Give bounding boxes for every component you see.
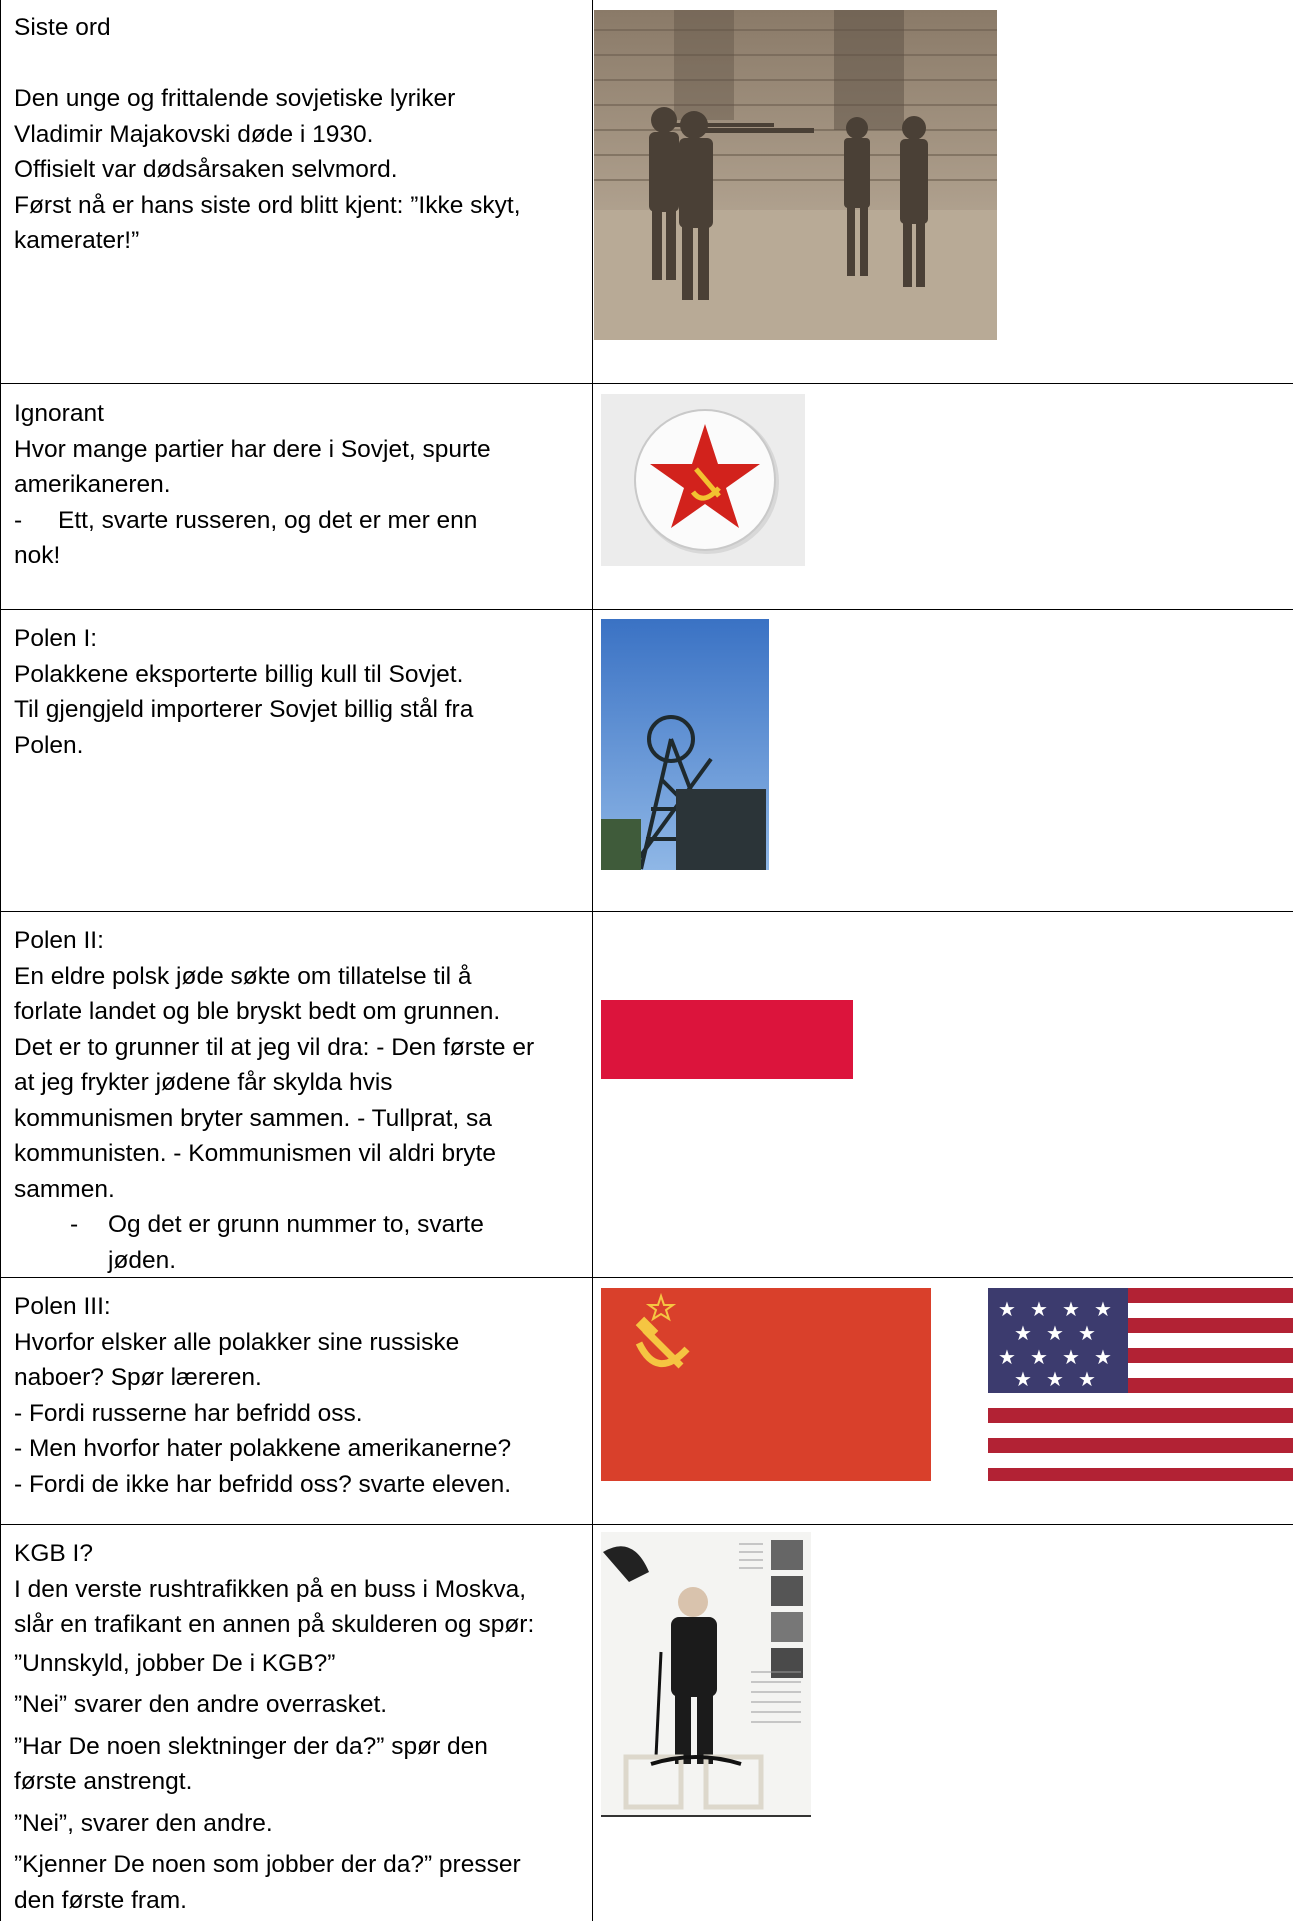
joke-line: ”Nei” svarer den andre overrasket. [14, 1691, 388, 1718]
svg-text:★: ★ [1030, 1345, 1048, 1369]
joke-line: ”Nei”, svarer den andre. [14, 1809, 273, 1837]
joke-line: - Men hvorfor hater polakkene amerikanerne? [14, 1435, 512, 1462]
joke-line: amerikaneren. [14, 471, 171, 498]
joke-title: Ignorant [14, 400, 104, 427]
svg-text:★: ★ [1078, 1321, 1096, 1345]
dash-bullet: - [14, 506, 23, 534]
joke-title: KGB I? [14, 1540, 93, 1567]
joke-line [14, 46, 584, 82]
joke-line: kommunismen bryter sammen. - Tullprat, sa [14, 1104, 492, 1132]
svg-text:★: ★ [1062, 1345, 1080, 1369]
row-divider [0, 1524, 1293, 1525]
svg-text:★: ★ [1094, 1297, 1112, 1321]
joke-line: Den unge og frittalende sovjetiske lyriker [14, 85, 456, 112]
joke-kgb-1 [14, 1536, 584, 1918]
joke-line: kamerater!” [14, 227, 140, 254]
joke-line: Hvor mange partier har dere i Sovjet, spurte [14, 435, 491, 463]
table-left-border [0, 0, 1, 1921]
joke-line: Polen. [14, 731, 84, 759]
list-item [14, 1207, 584, 1243]
joke-polen-1 [14, 621, 584, 763]
joke-line: - Fordi russerne har befridd oss. [14, 1399, 363, 1427]
joke-line: ”Har De noen slektninger der da?” spør den [14, 1732, 488, 1760]
svg-text:★: ★ [1014, 1367, 1032, 1391]
joke-line: første anstrengt. [14, 1768, 193, 1795]
joke-line: Polakkene eksporterte billig kull til Sovjet. [14, 660, 464, 688]
joke-line: I den verste rushtrafikken på en buss i Moskva, [14, 1575, 527, 1603]
joke-line: Det er to grunner til at jeg vil dra: - Den første er [14, 1033, 535, 1061]
svg-text:★: ★ [1062, 1297, 1080, 1321]
joke-line: Ett, svarte russeren, og det er mer enn [58, 506, 478, 534]
joke-line: Til gjengjeld importerer Sovjet billig stål fra [14, 696, 474, 723]
joke-line: ”Unnskyld, jobber De i KGB?” [14, 1649, 336, 1677]
table-column-divider [592, 0, 593, 1921]
joke-line: jøden. [108, 1246, 177, 1274]
joke-polen-2 [14, 923, 584, 1278]
joke-line: Først nå er hans siste ord blitt kjent: ”Ikke skyt, [14, 191, 521, 219]
row-divider [0, 609, 1293, 610]
joke-line: nok! [14, 542, 61, 569]
svg-text:★: ★ [1094, 1345, 1112, 1369]
joke-line: slår en trafikant en annen på skulderen og spør: [14, 1611, 535, 1638]
joke-answer-list [14, 1207, 584, 1278]
joke-line: ”Kjenner De noen som jobber der da?” presser [14, 1851, 521, 1878]
row-divider [0, 383, 1293, 384]
joke-line: Hvorfor elsker alle polakker sine russiske [14, 1328, 460, 1356]
svg-text:★: ★ [1078, 1367, 1096, 1391]
dash-bullet: - [70, 1211, 79, 1238]
joke-line: Vladimir Majakovski døde i 1930. [14, 120, 374, 148]
svg-text:★: ★ [1014, 1321, 1032, 1345]
joke-line: Og det er grunn nummer to, svarte [108, 1211, 484, 1238]
list-item [14, 1243, 584, 1279]
soviet-badge-image [601, 394, 805, 566]
joke-line: naboer? Spør læreren. [14, 1364, 262, 1391]
joke-polen-3 [14, 1289, 584, 1502]
svg-text:★: ★ [1046, 1367, 1064, 1391]
svg-text:★: ★ [1046, 1321, 1064, 1345]
mine-tower-image [601, 619, 769, 870]
joke-line: - Fordi de ikke har befridd oss? svarte eleven. [14, 1470, 512, 1498]
joke-title: Polen I: [14, 625, 98, 652]
joke-title: Siste ord [14, 14, 111, 41]
svg-text:★: ★ [1030, 1297, 1048, 1321]
joke-siste-ord [14, 10, 584, 259]
row-divider [0, 911, 1293, 912]
execution-photo [594, 10, 997, 340]
kgb-magazine-photo [601, 1532, 811, 1817]
joke-line: Offisielt var dødsårsaken selvmord. [14, 156, 398, 183]
polish-flag-red-stripe [601, 1000, 853, 1079]
joke-ignorant [14, 396, 584, 574]
svg-text:★: ★ [998, 1297, 1016, 1321]
joke-title: Polen III: [14, 1293, 111, 1320]
joke-line: En eldre polsk jøde søkte om tillatelse til å [14, 962, 472, 990]
joke-line: at jeg frykter jødene får skylda hvis [14, 1069, 393, 1096]
joke-line: forlate landet og ble bryskt bedt om grunnen. [14, 998, 501, 1025]
joke-line: den første fram. [14, 1886, 187, 1914]
svg-text:★: ★ [998, 1345, 1016, 1369]
us-flag-image [988, 1288, 1293, 1481]
joke-title: Polen II: [14, 927, 104, 954]
soviet-flag-image [601, 1288, 931, 1481]
joke-line: kommunisten. - Kommunismen vil aldri bryte [14, 1140, 496, 1167]
joke-dash-line [14, 503, 584, 539]
joke-line: sammen. [14, 1175, 115, 1203]
